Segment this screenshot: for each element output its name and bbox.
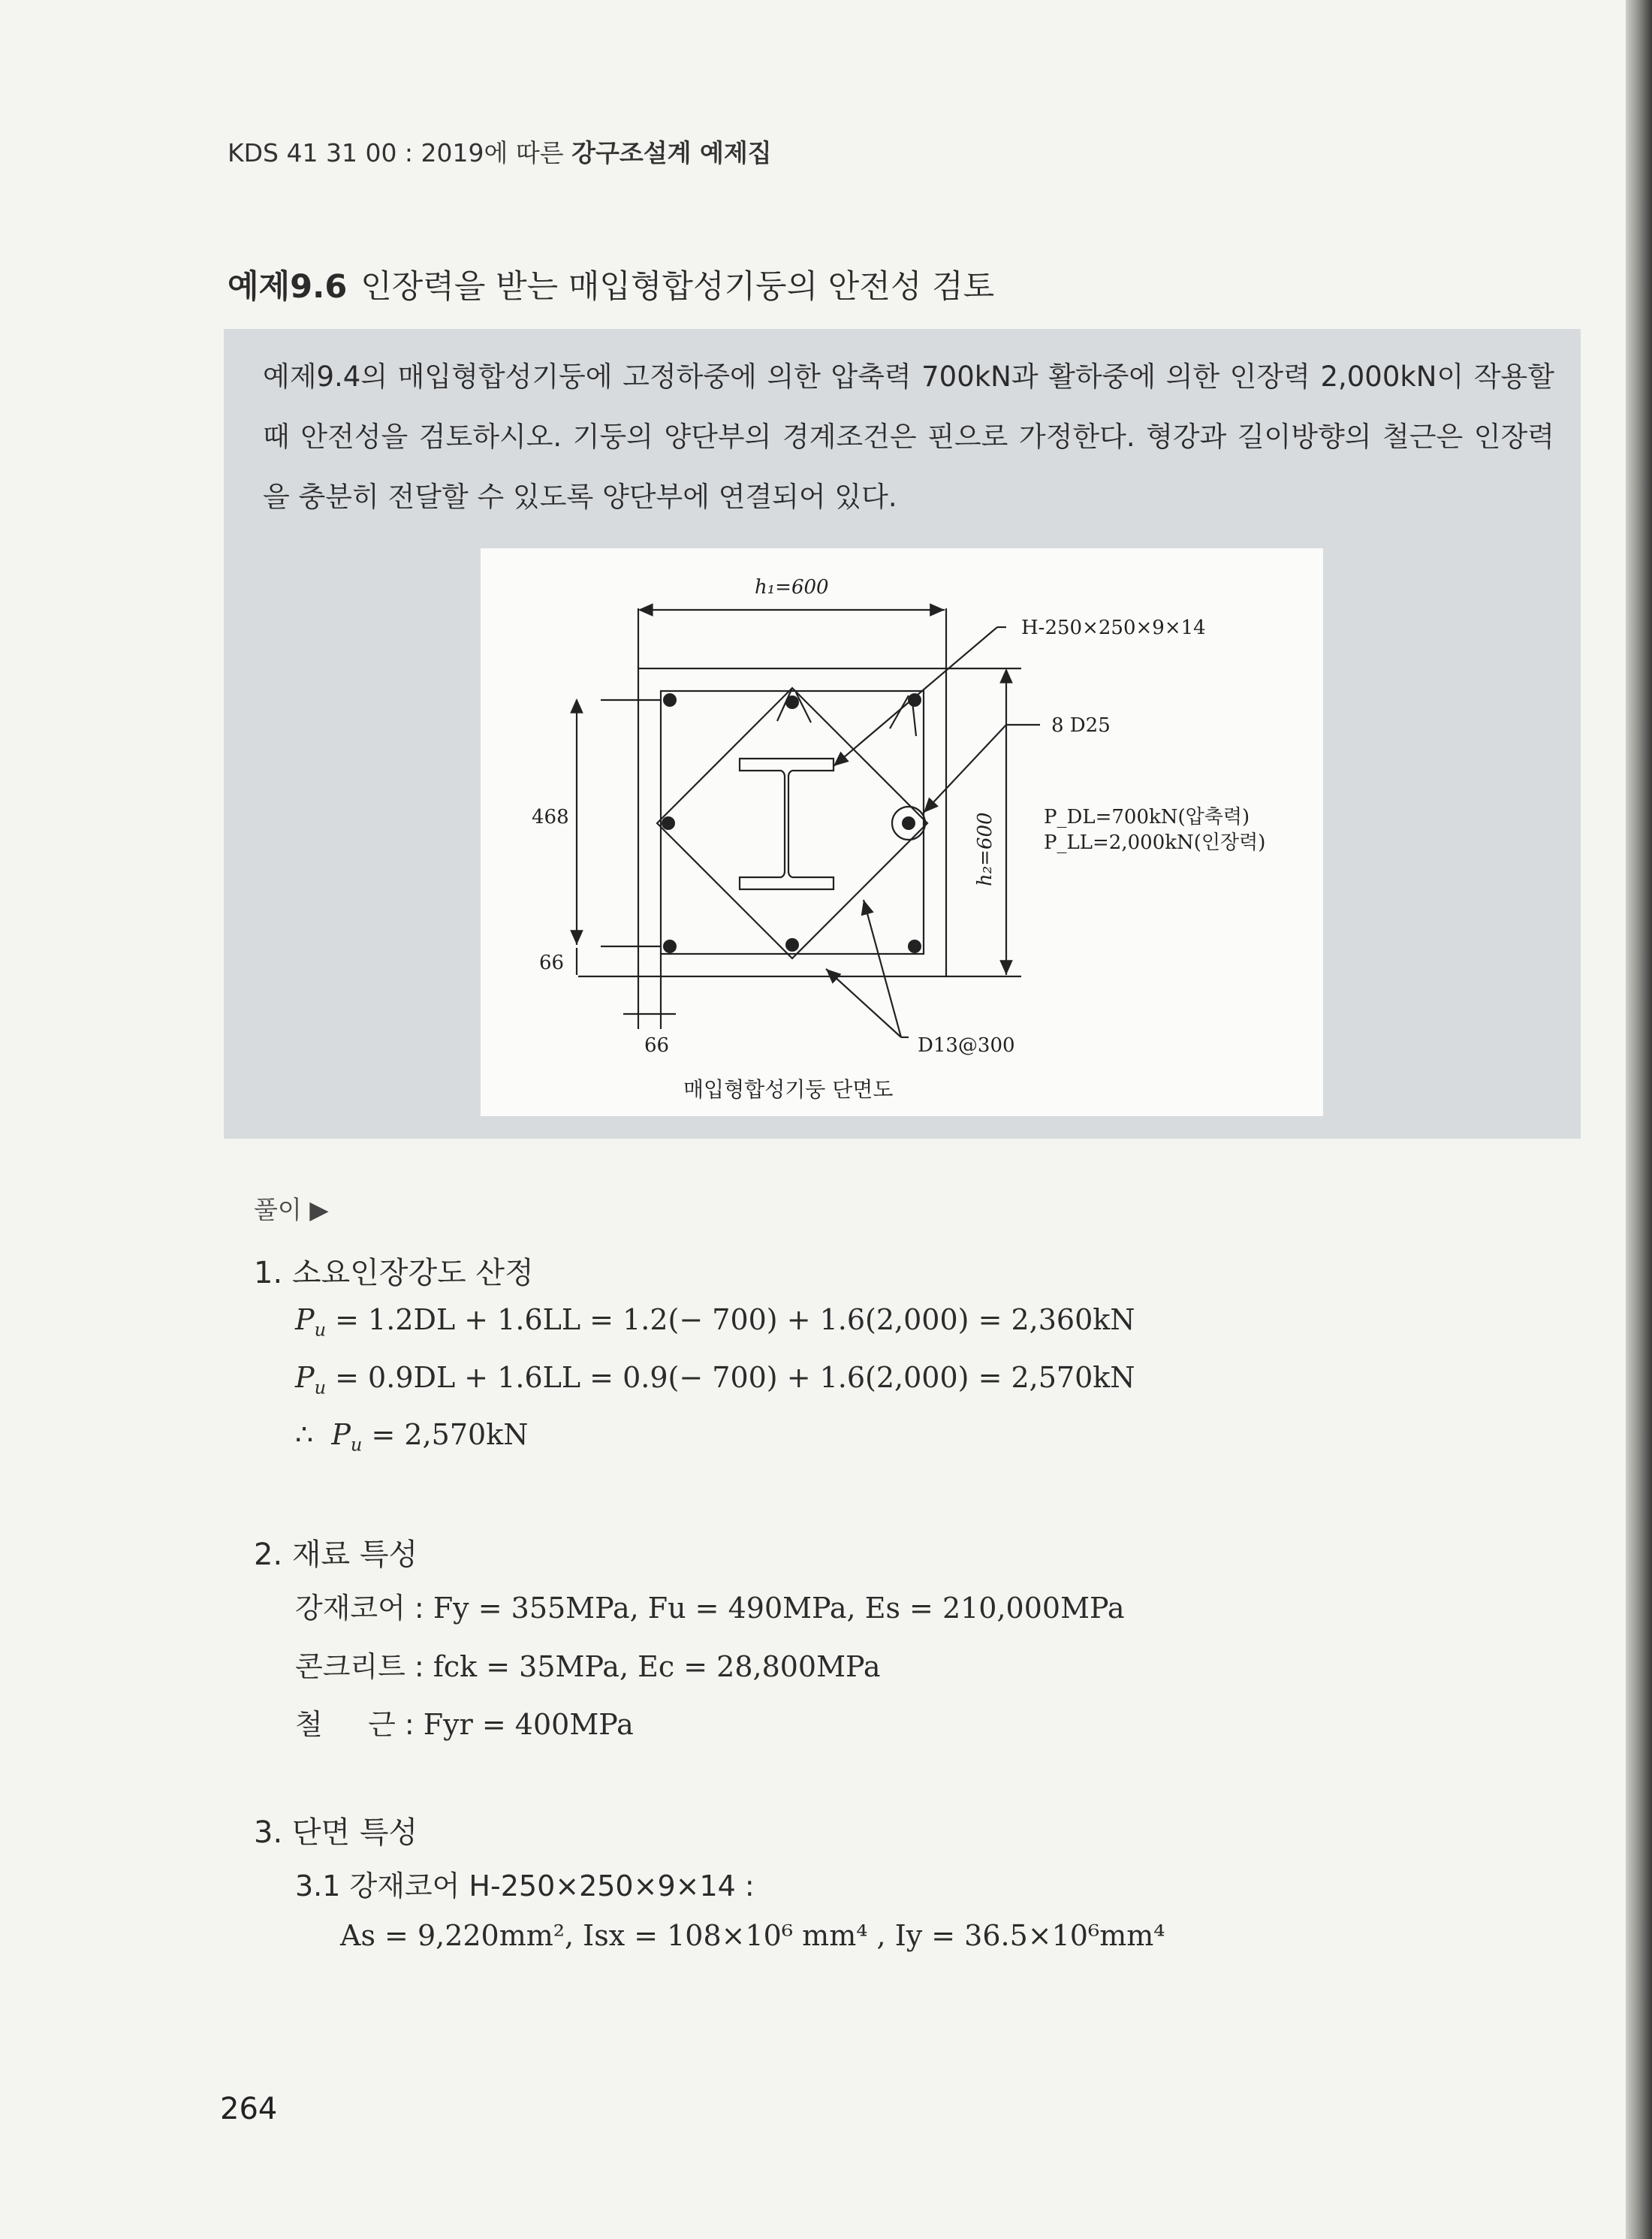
label-tie: D13@300 [918, 1034, 1015, 1057]
label-rebar: 8 D25 [1051, 714, 1111, 737]
label-pdl: P_DL=700kN(압축력) [1044, 806, 1250, 828]
steel-core-props: As = 9,220mm², Isx = 108×10⁶ mm⁴ , Iy = 36.5×10⁶mm⁴ [340, 1919, 1165, 1952]
rebar-props: 철 근 : Fyr = 400MPa [295, 1708, 634, 1741]
cross-section-diagram [481, 548, 1323, 1116]
section-3-1-heading: 3.1 강재코어 H-250×250×9×14 : [295, 1869, 755, 1903]
example-title-text: 인장력을 받는 매입형합성기둥의 안전성 검토 [360, 268, 995, 306]
label-section: H-250×250×9×14 [1021, 617, 1206, 639]
running-header [228, 134, 772, 169]
label-h2: h₂=600 [974, 812, 996, 886]
solution-label: 풀이 ▶ [254, 1195, 329, 1224]
label-66-bottom: 66 [644, 1034, 670, 1057]
eq-pu-result: ∴ $P_u = 2,570kN$ [295, 1418, 529, 1456]
page-edge-shadow [1626, 0, 1652, 2239]
figure-caption: 매입형합성기둥 단면도 [683, 1077, 894, 1102]
label-468: 468 [532, 806, 569, 828]
steel-props: 강재코어 : Fy = 355MPa, Fu = 490MPa, Es = 210,000MPa [295, 1592, 1125, 1625]
problem-statement: 예제9.4의 매입형합성기둥에 고정하중에 의한 압축력 700kN과 활하중에 의한 인장력 2,000kN이 작용할 때 안전성을 검토하시오. 기둥의 양단부의 경계조건은 핀으로 가정한다. 형강과 길이방향의 철근은 인장력을 충분히 전달할 수 있도록 양단부에 연결되어 있다. [263, 361, 1554, 513]
eq-pu-2: $P_u = 0.9DL + 1.6LL = 0.9(- 700) + 1.6(2,000) = 2,570kN$ [295, 1361, 1135, 1399]
section-2-heading: 2. 재료 특성 [254, 1537, 418, 1572]
label-66-left: 66 [539, 952, 565, 974]
page-number: 264 [220, 2092, 278, 2126]
section-3-heading: 3. 단면 특성 [254, 1815, 418, 1850]
label-h1: h₁=600 [755, 576, 829, 599]
section-1-heading: 1. 소요인장강도 산정 [254, 1256, 534, 1290]
header-book: 강구조설계 예제집 [571, 138, 772, 167]
concrete-props: 콘크리트 : fck = 35MPa, Ec = 28,800MPa [295, 1650, 881, 1683]
example-number: 예제9.6 [228, 268, 348, 306]
eq-pu-1: $P_u = 1.2DL + 1.6LL = 1.2(- 700) + 1.6(2,000) = 2,360kN$ [295, 1303, 1135, 1341]
example-title [228, 261, 994, 307]
label-pll: P_LL=2,000kN(인장력) [1044, 831, 1266, 854]
header-code: KDS 41 31 00 : 2019에 따른 [228, 138, 564, 167]
cross-section-figure [481, 548, 1323, 1116]
